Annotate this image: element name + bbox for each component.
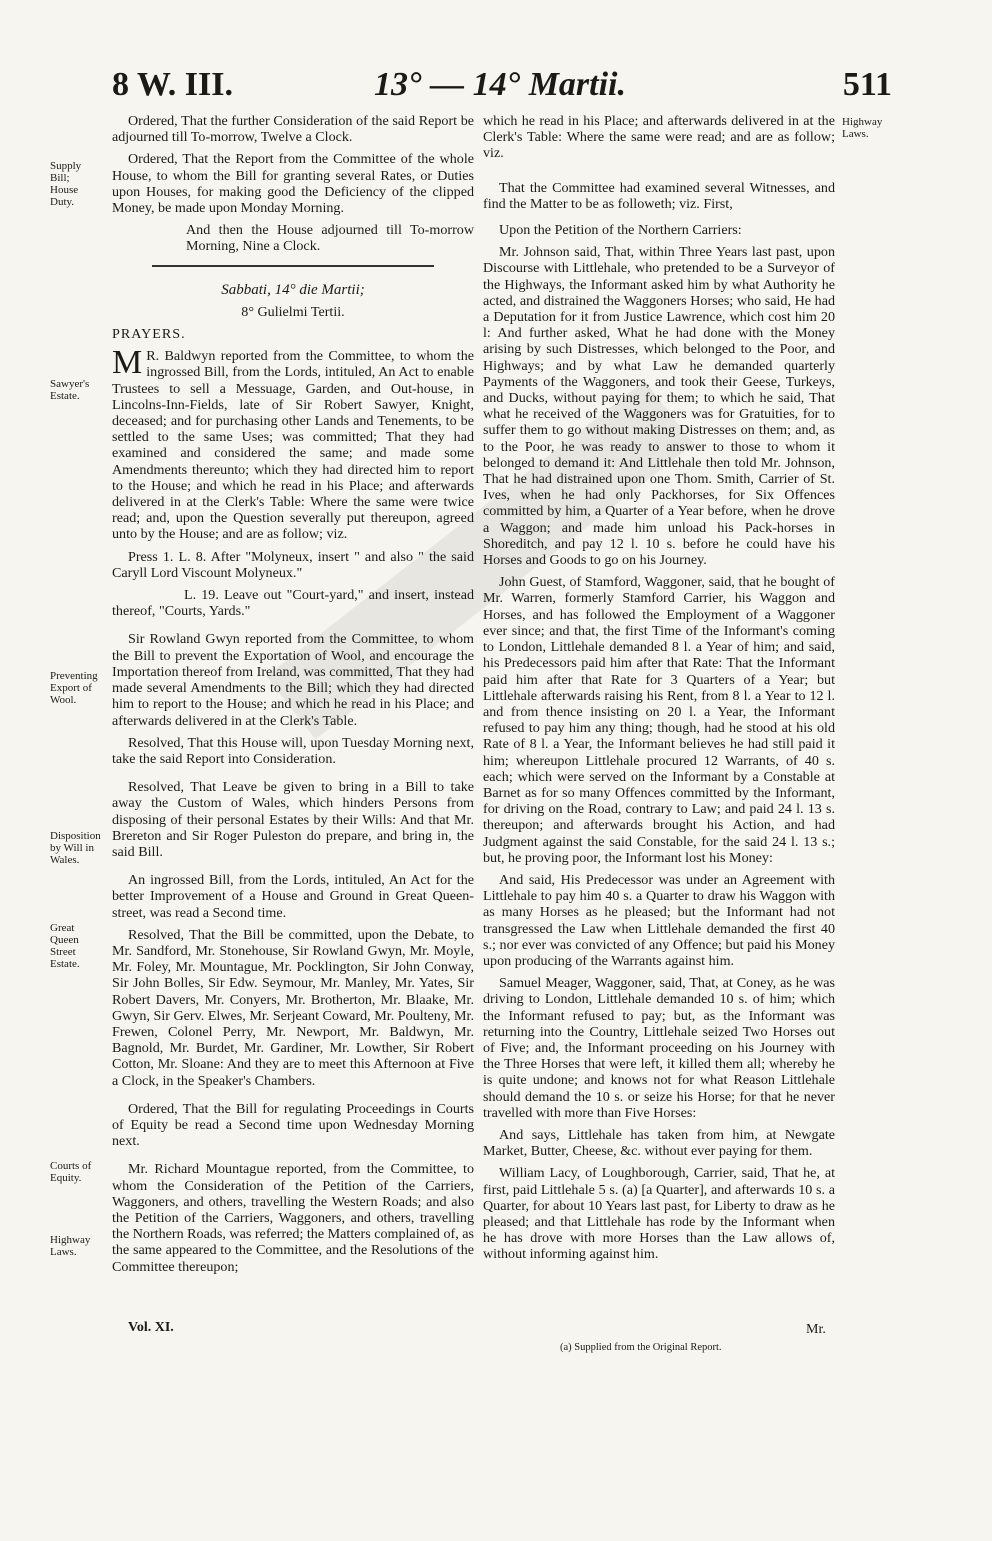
session-date: Sabbati, 14° die Martii; — [221, 281, 365, 298]
section-divider — [152, 265, 434, 268]
paragraph-text: R. Baldwyn reported from the Committee, to whom the ingrossed Bill, from the Lords, intituled, An Act to enable Trustees to sell a Messuage, Garden, and Out-house, in Lincolns-Inn-Fields, late of Sir Robert Sawyer, Knight, deceased; and for purchasing other Lands and Tenements, to be settled to the same Uses; was committed; That they had examined and considered the same; and made some Amendments thereunto; which they had directed him to report to the House; and which he read in his Place; and afterwards delivered in at the Clerk's Table: Where the same were twice read; and, upon the Question severally put thereupon, agreed unto by the House; and are as follow; viz. — [112, 348, 474, 543]
paragraph: John Guest, of Stamford, Waggoner, said, that he bought of Mr. Warren, formerly Stamford Carrier, his Waggon and Horses, and has followed the Employment of a Waggoner ever since; and that, the first Time of the Informant's coming to London, Littlehale demanded 8 l. a Year of him; and said, his Predecessors paid him after that Rate: That the Informant paid him after that Rate for 3 Quarters of a Year; but Littlehale afterwards raising his Rent, from 8 l. a Year to 12 l. and from thence insisting on 20 l. a Year, the Informant refused to pay him any thing; though, had he stood at his old Rate of 8 l. a Year, the Informant believes he had still paid it him; whereupon Littlehale procured 12 Warrants, of 40 s. each; which were served on the Informant by a Constable at Barnet as for so many Offences committed by the Informant, for driving on the Road, contrary to Law; and paid 24 l. 13 s. thereupon; and afterwards brought his Action, and had Judgment against the said Constable, for the said 24 l. 13 s.; but, he proving poor, the Informant lost his Money: — [483, 574, 835, 866]
prayers-heading: PRAYERS. — [112, 326, 186, 343]
paragraph: which he read in his Place; and afterwards delivered in at the Clerk's Table: Where the same were read; and are as follow; viz. — [483, 113, 835, 162]
paragraph: And said, His Predecessor was under an Agreement with Littlehale to pay him 40 s. a Quarter to draw his Waggon with as many Horses as he pleased; but the Informant had not transgressed the Law when Littlehale demanded the first 40 s.; nor ever was convicted of any Offence; but paid his Money upon producing of the Warrants against him. — [483, 871, 835, 969]
margin-note-highway-right: Highway Laws. — [842, 116, 883, 140]
adjournment: And then the House adjourned till To-morrow Morning, Nine a Clock. — [186, 222, 474, 255]
paragraph: Resolved, That the Bill be committed, upon the Debate, to Mr. Sandford, Mr. Stonehouse, Sir Rowland Gwyn, Mr. Moyle, Mr. Foley, Mr. Mountague, Mr. Pocklington, Sir John Conway, Sir John Bolles, Sir Edw. Seymour, Mr. Manley, Mr. Yates, Sir Robert Davers, Mr. Conyers, Mr. Brotherton, Mr. Blaake, Mr. Gwyn, Sir Gerv. Elwes, Mr. Serjeant Coward, Mr. Poulteny, Mr. Frewen, Colonel Perry, Mr. Newport, Mr. Baldwyn, Mr. Bagnold, Mr. Burdet, Mr. Gardiner, Mr. Lowther, Sir Robert Cotton, Mr. Sloane: And they are to meet this Afternoon at Five a Clock, in the Speaker's Chambers. — [112, 926, 474, 1089]
paragraph: Mr. Richard Mountague reported, from the Committee, to whom the Consideration of the Petition of the Carriers, Waggoners, and others, travelling the Western Roads; and also the Petition of the Carriers, Waggoners, and others, travelling the Northern Roads, was referred; the Matters complained of, as the same appeared to the Committee, and the Resolutions of the Committee thereupon; — [112, 1161, 475, 1275]
paragraph: Ordered, That the further Consideration of the said Report be adjourned till To-morrow, Twelve a Clock. — [112, 113, 474, 146]
page-number: 511 — [842, 66, 892, 103]
paragraph: And says, Littlehale has taken from him, at Newgate Market, Butter, Cheese, &c. without ever paying for them. — [483, 1126, 835, 1160]
margin-note-sawyer: Sawyer's Estate. — [50, 378, 90, 402]
paragraph: Resolved, That this House will, upon Tuesday Morning next, take the said Report into Consideration. — [112, 734, 474, 767]
subheading: Upon the Petition of the Northern Carriers: — [499, 222, 742, 239]
margin-note-highway: Highway Laws. — [50, 1234, 91, 1258]
margin-note-supply: Supply Bill; House Duty. — [50, 160, 82, 208]
paragraph: William Lacy, of Loughborough, Carrier, said, That he, at first, paid Littlehale 5 s. (a) [a Quarter], and afterwards 10 s. a Quarter, for about 10 Years last past, for Liberty to draw as he pleased; and that Littlehale has rode by the Informant when he has drove with more Horses than the Law allows of, without informing against him. — [483, 1165, 835, 1263]
left-column — [112, 113, 474, 1281]
regnal-heading: 8° Gulielmi Tertii. — [241, 303, 345, 320]
paragraph — [112, 344, 474, 543]
margin-note-wales: Disposition by Will in Wales. — [50, 830, 101, 866]
header-dates: 13° — 14° Martii. — [374, 66, 626, 103]
paragraph: Mr. Johnson said, That, within Three Years last past, upon Discourse with Littlehale, who pretended to be a Surveyor of the Highways, the Informant asked him by what Authority he acted, and distrained the Waggoners Horses; who said, He had a Deputation for it from Justice Lawrence, which cost him 20 l: And further asked, What he had done with the Money arising by such Distresses, which belonged to the Poor, and Highways; and by what Law he demanded quarterly Payments of the Waggoners, and took their Geese, Turkeys, and Ducks, without paying for them; to which he said, That what he received of the Waggoners was for Gratuities, for to suffer them to go without making Distresses on them; and, as to the Poor, he was ready to answer to those to whom it belonged to demand it: And Littlehale then told Mr. Johnson, That he had distrained upon one Thom. Smith, Carrier of St. Ives, when he had only Packhorses, for Six Offences committed by him, a Quarter of a Year before, when he drove a Waggon; and made him unload his Pack-horses in Shoreditch, and pay 12 l. 10 s. before he could have his Horses and Goods to go on his Journey. — [483, 244, 835, 569]
header-regnal-year: 8 W. III. — [112, 66, 233, 103]
paragraph: Sir Rowland Gwyn reported from the Committee, to whom the Bill to prevent the Exportation of Wool, and encourage the Importation thereof from Ireland, was committed, That they had made several Amendments to the Bill; which they had directed him to report to the House; and which he read in his Place; and afterwards delivered in at the Clerk's Table. — [112, 631, 474, 729]
page-header — [112, 60, 892, 110]
paragraph: Press 1. L. 8. After "Molyneux, insert " and also " the said Caryll Lord Viscount Molyneux." — [112, 548, 474, 581]
volume-mark: Vol. XI. — [128, 1320, 174, 1335]
paragraph: L. 19. Leave out "Court-yard," and insert, instead thereof, "Courts, Yards." — [112, 587, 474, 620]
paragraph: Samuel Meager, Waggoner, said, That, at Coney, as he was driving to London, Littlehale demanded 10 s. of him; which the Informant refused to pay; but, as the Informant was returning into the Country, Littlehale seized Two Horses out of Five; and, the Informant proceeding on his Journey with the Three Horses that were left, it killed them all; whereby he is quite undone; and knows not for what Reason Littlehale should demand the 10 s. or seize his Horse; for that he never travelled with more than Five Horses: — [483, 975, 835, 1121]
paragraph: That the Committee had examined several Witnesses, and find the Matter to be as followeth; viz. First, — [483, 179, 835, 212]
catchword: Mr. — [806, 1322, 826, 1337]
right-column — [483, 113, 835, 1269]
margin-note-queen: Great Queen Street Estate. — [50, 922, 80, 970]
paragraph: Ordered, That the Bill for regulating Proceedings in Courts of Equity be read a Second time upon Wednesday Morning next. — [112, 1100, 474, 1150]
drop-capital: M — [112, 344, 143, 382]
paragraph: Resolved, That Leave be given to bring in a Bill to take away the Custom of Wales, which hinders Persons from disposing of their personal Estates by their Wills: And that Mr. Brereton and Sir Roger Puleston do prepare, and bring in, the said Bill. — [112, 779, 474, 860]
paragraph: An ingrossed Bill, from the Lords, intituled, An Act for the better Improvement of a House and Ground in Great Queen-street, was read a Second time. — [112, 872, 474, 921]
footnote: (a) Supplied from the Original Report. — [560, 1342, 722, 1353]
margin-note-wool: Preventing Export of Wool. — [50, 670, 98, 706]
margin-note-equity: Courts of Equity. — [50, 1160, 92, 1184]
paragraph: Ordered, That the Report from the Committee of the whole House, to whom the Bill for granting several Rates, or Duties upon Houses, for making good the Deficiency of the clipped Money, be made upon Monday Morning. — [112, 151, 474, 217]
